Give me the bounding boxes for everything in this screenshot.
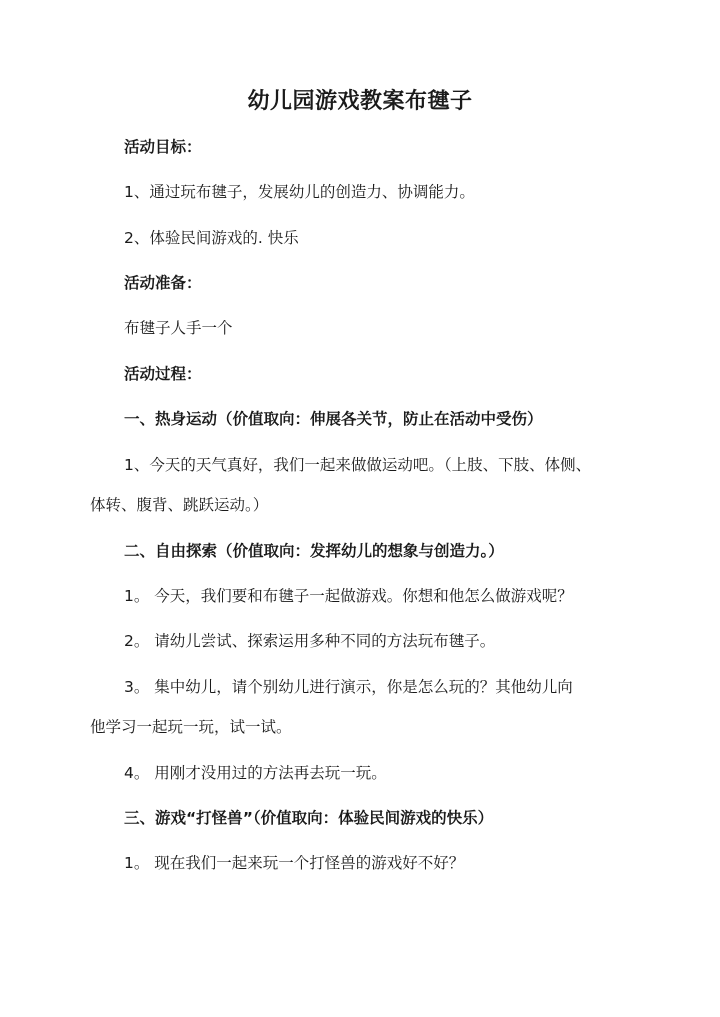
paragraph-game-1: 1。 现在我们一起来玩一个打怪兽的游戏好不好？ (124, 854, 465, 872)
paragraph-exploration-4: 4。 用刚才没用过的方法再去玩一玩。 (124, 764, 387, 782)
paragraph-warmup-1: 1、今天的天气真好，我们一起来做做运动吧。（上肢、下肢、体侧、 (124, 456, 592, 474)
paragraph-exploration-3-continued: 他学习一起玩一玩，试一试。 (90, 718, 292, 736)
paragraph-warmup-1-continued: 体转、腹背、跳跃运动。） (90, 496, 269, 514)
paragraph-goal-2: 2、体验民间游戏的. 快乐 (124, 229, 299, 247)
paragraph-exploration-2: 2。 请幼儿尝试、探索运用多种不同的方法玩布毽子。 (124, 632, 496, 650)
subsection-heading-exploration: 二、自由探索（价值取向：发挥幼儿的想象与创造力。） (124, 542, 504, 560)
document-title: 幼儿园游戏教案布毽子 (247, 89, 473, 114)
paragraph-exploration-3: 3。 集中幼儿，请个别幼儿进行演示，你是怎么玩的？其他幼儿向 (124, 678, 573, 696)
subsection-heading-game: 三、游戏“打怪兽”（价值取向：体验民间游戏的快乐） (124, 809, 494, 827)
paragraph-goal-1: 1、通过玩布毽子，发展幼儿的创造力、协调能力。 (124, 183, 475, 201)
paragraph-preparation: 布毽子人手一个 (124, 319, 233, 337)
section-heading-goals: 活动目标： (124, 138, 202, 156)
paragraph-exploration-1: 1。 今天，我们要和布毽子一起做游戏。你想和他怎么做游戏呢？ (124, 587, 573, 605)
subsection-heading-warmup: 一、热身运动（价值取向：伸展各关节，防止在活动中受伤） (124, 410, 543, 428)
section-heading-process: 活动过程： (124, 365, 202, 383)
section-heading-preparation: 活动准备： (124, 274, 202, 292)
